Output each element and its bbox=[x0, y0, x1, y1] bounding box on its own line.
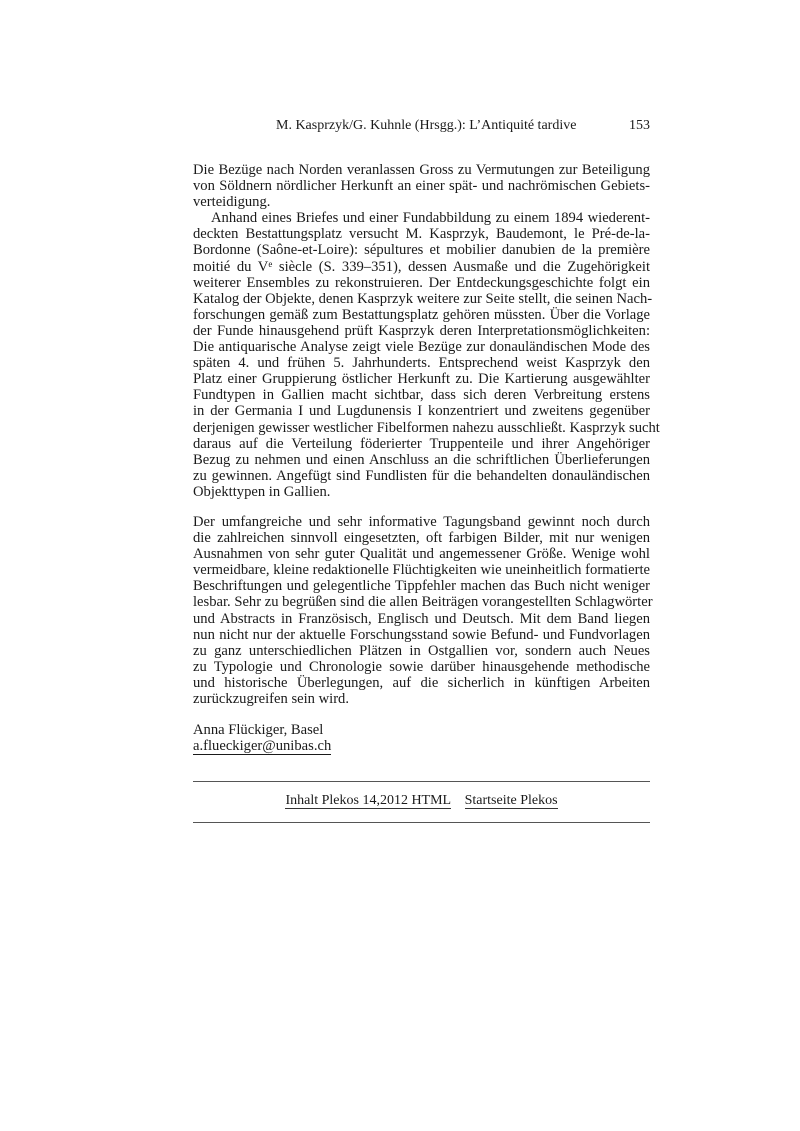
review-paragraph-2 bbox=[193, 514, 653, 708]
author-name: Anna Flückiger, Basel bbox=[193, 722, 324, 738]
text-line: Anhand eines Briefes und einer Fundabbildung zu einem 1894 wiederent- bbox=[211, 210, 650, 227]
text-line: Bezug zu nehmen und einen Anschluss an die schriftlichen Überlieferungen bbox=[193, 451, 650, 468]
signature bbox=[193, 722, 331, 754]
text-line: in der Germania I und Lugdunensis I konzentriert und zweitens gegenüber bbox=[193, 403, 650, 420]
text-line: und historische Überlegungen, auf die sicherlich in künftigen Arbeiten bbox=[193, 674, 650, 691]
text-line: die zahlreichen sinnvoll eingesetzten, oft farbigen Bilder, mit nur wenigen bbox=[193, 530, 650, 547]
text-line: zu ganz unterschiedlichen Plätzen in Ostgallien vor, sondern auch Neues bbox=[193, 642, 650, 659]
text-segment: moitié du V bbox=[193, 258, 269, 275]
text-line: von Söldnern nördlicher Herkunft an einer spät- und nachrömischen Gebiets- bbox=[193, 178, 650, 195]
text-line: Katalog der Objekte, denen Kasprzyk weitere zur Seite stellt, die seinen Nach- bbox=[193, 290, 653, 307]
text-line: Objekttypen in Gallien. bbox=[193, 483, 331, 500]
text-line: daraus auf die Verteilung föderierter Truppenteile und ihrer Angehöriger bbox=[193, 435, 650, 452]
running-header bbox=[193, 118, 650, 136]
divider-bottom bbox=[193, 822, 650, 823]
text-line: verteidigung. bbox=[193, 194, 271, 211]
author-email-link[interactable]: a.flueckiger@unibas.ch bbox=[193, 738, 332, 755]
text-line: und Abstracts in Französisch, Englisch und Deutsch. Mit dem Band liegen bbox=[193, 610, 650, 627]
text-line: Bordonne (Saône-et-Loire): sépultures et mobilier danubien de la première bbox=[193, 242, 650, 259]
text-line: zu Typologie und Chronologie sowie darüber hinausgehende methodische bbox=[193, 658, 650, 675]
home-link[interactable]: Startseite Plekos bbox=[464, 793, 558, 808]
text-line: vermeidbare, kleine redaktionelle Flüchtigkeiten wie uneinheitlich formatierte bbox=[193, 562, 650, 579]
text-line: derjenigen gewisser westlicher Fibelformen nahezu ausschließt. Kasprzyk sucht bbox=[193, 419, 660, 436]
contents-link[interactable]: Inhalt Plekos 14,2012 HTML bbox=[285, 793, 452, 808]
divider-top bbox=[193, 781, 650, 782]
text-line bbox=[193, 259, 650, 275]
text-line: der Funde hinausgehend prüft Kasprzyk deren Interpretationsmöglichkeiten: bbox=[193, 322, 650, 339]
text-segment: siècle (S. 339–351), dessen Ausmaße und die Zugehörigkeit bbox=[272, 258, 650, 275]
text-line: zurückzugreifen sein wird. bbox=[193, 691, 350, 708]
superscript: e bbox=[268, 258, 273, 269]
text-line: Fundtypen in Gallien macht sichtbar, dass sich deren Verbreitung erstens bbox=[193, 387, 650, 404]
text-line: späten 4. und frühen 5. Jahrhunderts. Entsprechend weist Kasprzyk den bbox=[193, 355, 650, 372]
review-paragraph-1 bbox=[193, 162, 660, 500]
text-line: lesbar. Sehr zu begrüßen sind die allen Beiträgen vorangestellten Schlagwörter bbox=[193, 594, 653, 611]
page-number: 153 bbox=[629, 118, 650, 133]
text-line: Die Bezüge nach Norden veranlassen Gross zu Vermutungen zur Beteiligung bbox=[193, 162, 650, 178]
text-line: Der umfangreiche und sehr informative Tagungsband gewinnt noch durch bbox=[193, 514, 650, 530]
text-line: Beschriftungen und gelegentliche Tippfehler machen das Buch nicht weniger bbox=[193, 578, 650, 595]
text-line: deckten Bestattungsplatz versucht M. Kasprzyk, Baudemont, le Pré-de-la- bbox=[193, 226, 650, 243]
running-title: M. Kasprzyk/G. Kuhnle (Hrsgg.): L’Antiquité tardive bbox=[276, 118, 577, 133]
footer-nav bbox=[193, 793, 650, 809]
text-line: forschungen gemäß zum Bestattungsplatz gehören müssten. Über die Vorlage bbox=[193, 306, 650, 323]
text-line: weiterer Ensembles zu rekonstruieren. Der Entdeckungsgeschichte folgt ein bbox=[193, 274, 650, 291]
text-line: Platz einer Gruppierung östlicher Herkunft zu. Die Kartierung ausgewählter bbox=[193, 371, 650, 388]
text-line: Die antiquarische Analyse zeigt viele Bezüge zur donauländischen Mode des bbox=[193, 339, 650, 356]
text-line: Ausnahmen von sehr guter Qualität und angemessener Größe. Wenige wohl bbox=[193, 546, 650, 563]
text-line: zu gewinnen. Angefügt sind Fundlisten für die behandelten donauländischen bbox=[193, 467, 650, 484]
text-line: nun nicht nur der aktuelle Forschungsstand sowie Befund- und Fundvorlagen bbox=[193, 626, 650, 643]
